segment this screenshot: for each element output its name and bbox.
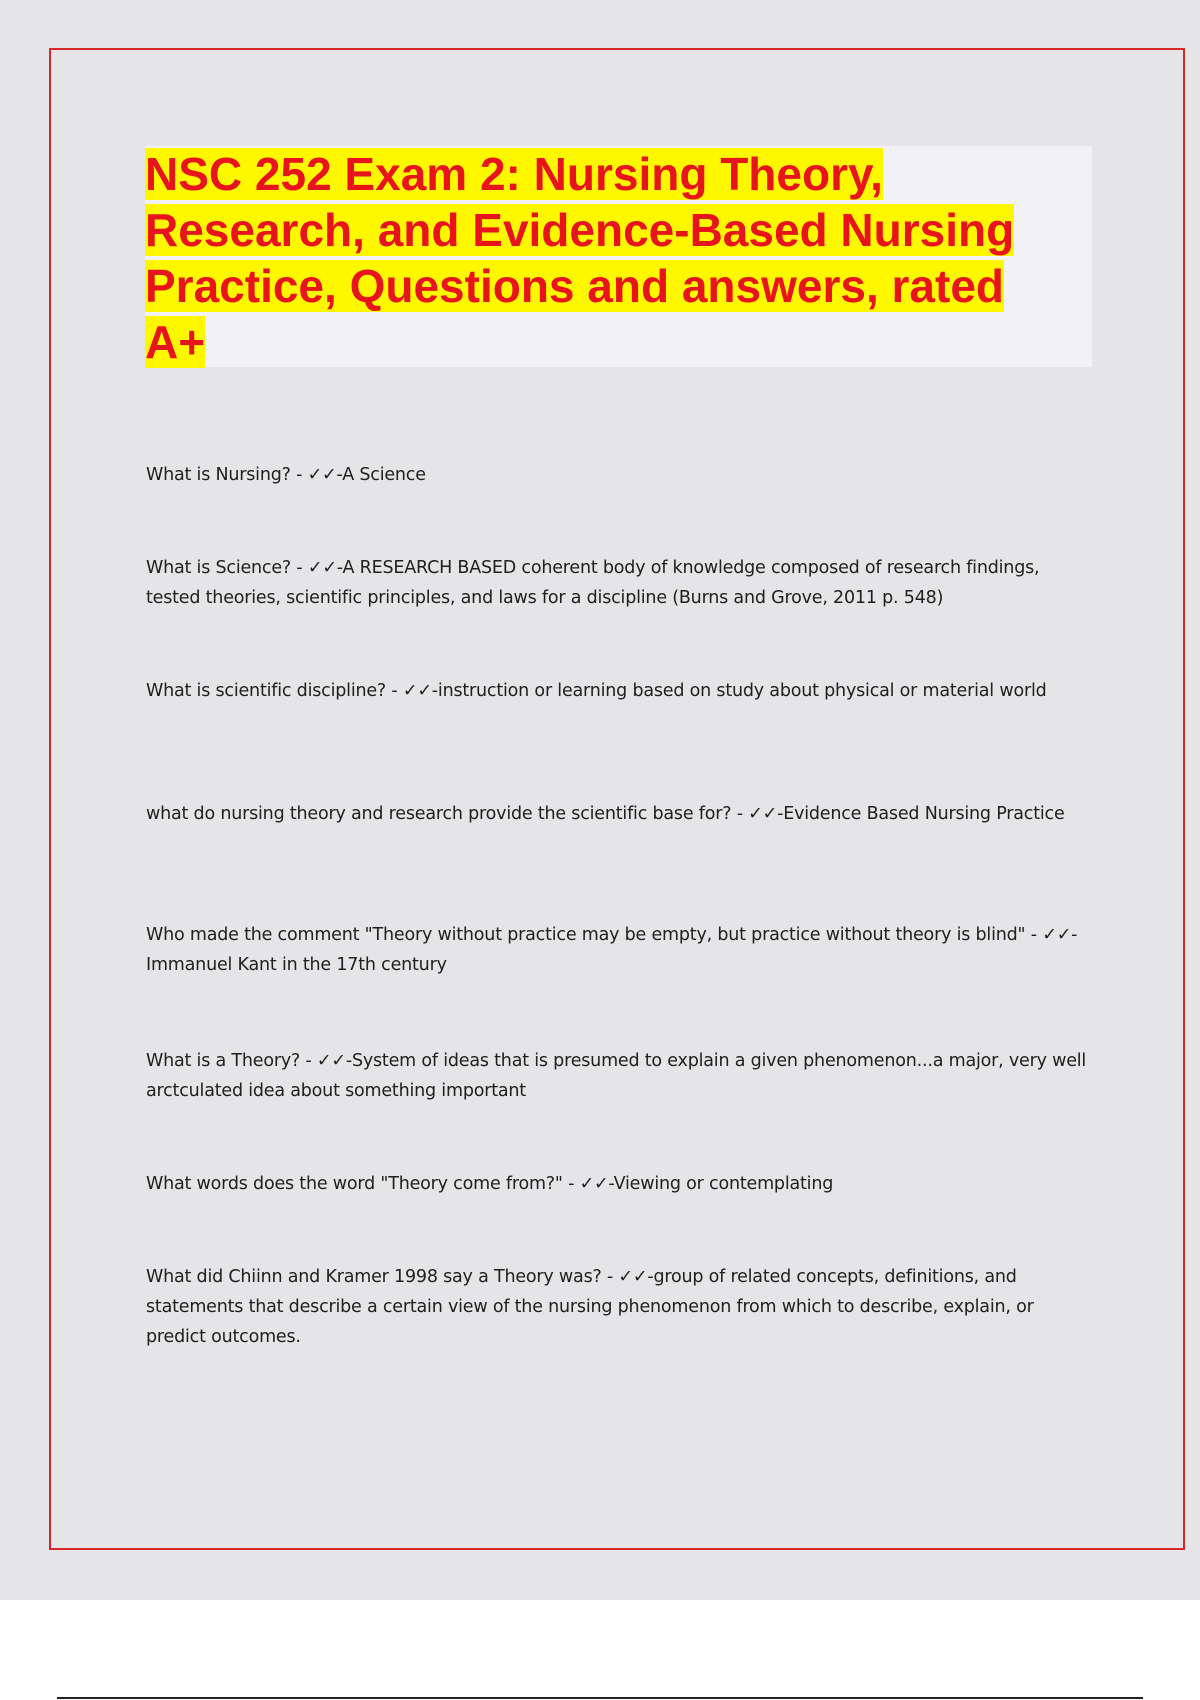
footer-rule xyxy=(57,1697,1143,1699)
qa-item-7: What words does the word "Theory come from?" - ✓✓-Viewing or contemplating xyxy=(146,1174,834,1194)
qa-item-3: What is scientific discipline? - ✓✓-instruction or learning based on study about physical or material world xyxy=(146,681,1047,701)
qa-item-8: What did Chiinn and Kramer 1998 say a Theory was? - ✓✓-group of related concepts, definitions, and statements that describe a certain view of the nursing phenomenon from which to describe, explain, or predict outcomes. xyxy=(146,1267,1034,1347)
qa-item-6: What is a Theory? - ✓✓-System of ideas that is presumed to explain a given phenomenon...a major, very well arctculated idea about something important xyxy=(146,1051,1087,1101)
qa-item-5: Who made the comment "Theory without practice may be empty, but practice without theory is blind" - ✓✓-Immanuel Kant in the 17th century xyxy=(146,925,1078,975)
qa-item-1: What is Nursing? - ✓✓-A Science xyxy=(146,465,426,485)
document-title-text: NSC 252 Exam 2: Nursing Theory, Research, and Evidence-Based Nursing Practice, Questions and answers, rated A+ xyxy=(145,148,1015,368)
document-title xyxy=(145,146,1075,370)
qa-item-4: what do nursing theory and research provide the scientific base for? - ✓✓-Evidence Based Nursing Practice xyxy=(146,804,1065,824)
qa-item-2: What is Science? - ✓✓-A RESEARCH BASED coherent body of knowledge composed of research findings, tested theories, scientific principles, and laws for a discipline (Burns and Grove, 2011 p. 548) xyxy=(146,558,1040,608)
